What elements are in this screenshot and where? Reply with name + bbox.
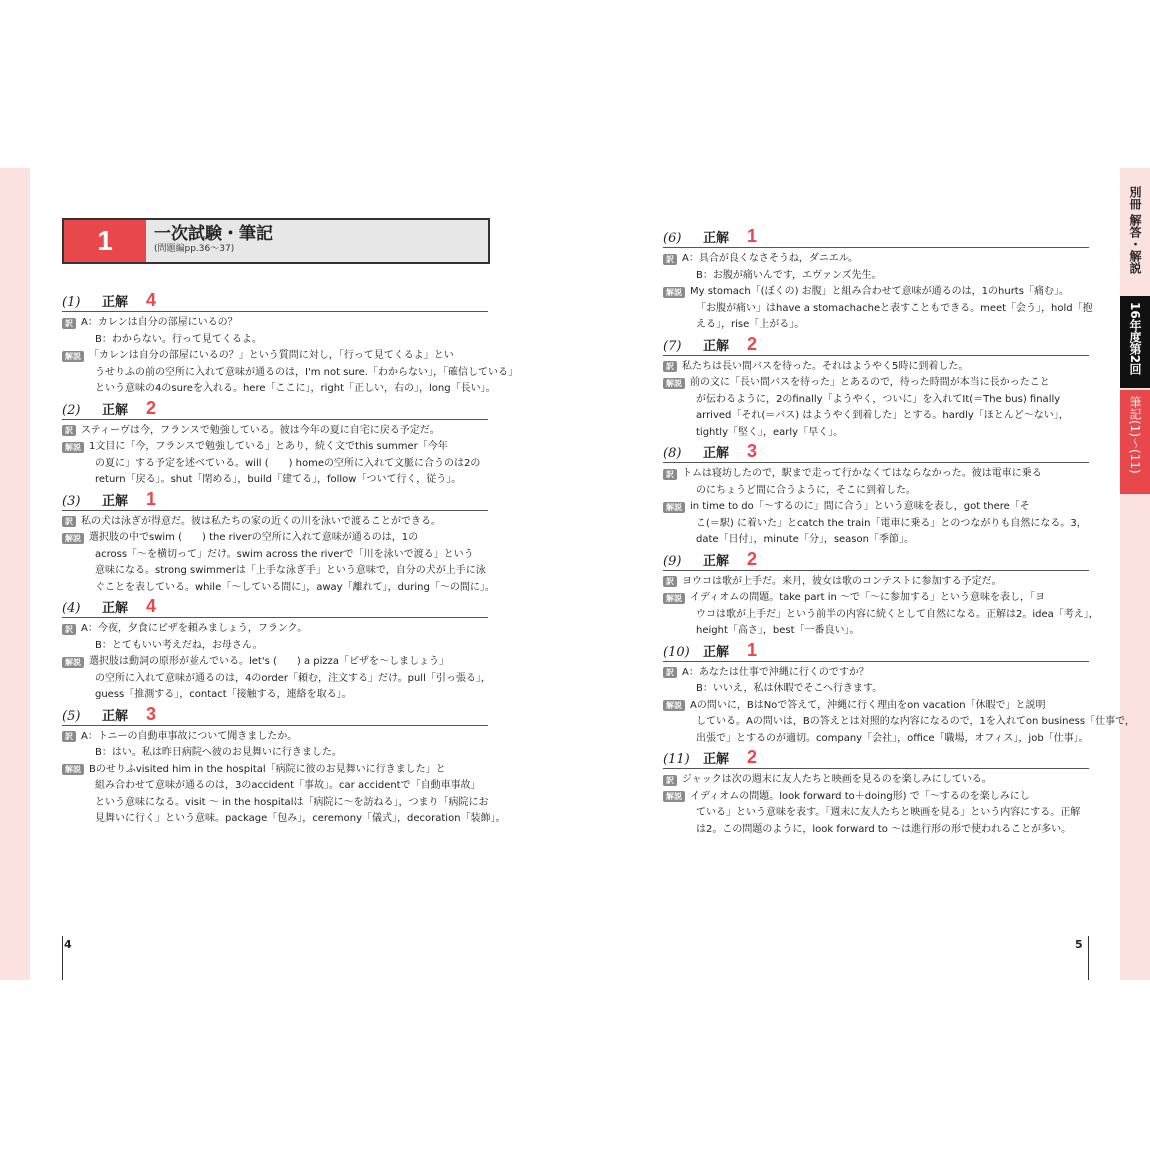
answer-value: 1: [747, 226, 758, 246]
line-text: イディオムの問題。look forward to＋doing形) で「〜するのを楽しみにし: [690, 790, 1030, 802]
text-line: [663, 772, 1089, 789]
text-line: [663, 466, 1089, 483]
answer-value: 4: [146, 596, 157, 616]
text-line: [663, 516, 1089, 533]
question-number: (1): [62, 295, 81, 310]
answer-label: 正解: [703, 752, 730, 767]
question-block: [663, 548, 1099, 640]
text-line: [663, 375, 1089, 392]
text-line: [663, 284, 1089, 301]
line-text: 出張で」とするのが適切。company「会社」，office「職場，オフィス」，job「仕事」。: [696, 732, 1089, 744]
text-line: [663, 590, 1089, 607]
question-number: (6): [663, 231, 682, 246]
answer-value: 2: [747, 747, 758, 767]
text-line: [62, 472, 488, 489]
line-text: guess「推測する」，contact「接触する，連絡を取る」。: [95, 689, 352, 700]
line-text: ている」という意味を表す。「週末に友人たちと映画を見る」という内容にする。正解: [696, 807, 1081, 818]
text-line: [663, 789, 1089, 806]
question-header: [62, 489, 488, 511]
answer-label: 正解: [703, 553, 730, 569]
line-text: arrived「それ(＝バス) はようやく到着した」とする。hardly「ほとんど〜ない」，: [696, 410, 1069, 421]
question-header: [62, 596, 488, 618]
line-text: が伝わるように，2のfinally「ようやく，ついに」を入れてIt(＝The bus) finally: [696, 393, 1061, 405]
text-line: [663, 574, 1089, 591]
left-question-column: [62, 290, 518, 828]
explanation-tag: 解説: [663, 287, 685, 298]
line-text: 組み合わせて意味が通るのは，3のaccident「事故」。car accidentで「自動車事故」: [95, 780, 481, 791]
text-line: [663, 359, 1089, 376]
translation-tag: 訳: [663, 667, 677, 678]
answer-label: 正解: [102, 493, 129, 509]
text-line: [62, 348, 488, 365]
side-tab-section: 筆記(1)〜(11): [1120, 390, 1150, 494]
answer-value: 2: [747, 548, 758, 569]
question-block: [62, 398, 488, 489]
answer-value: 3: [146, 703, 157, 724]
text-line: [663, 392, 1089, 409]
line-text: している。Aの問いは，Bの答えとは対照的な内容になるので，1を入れてon business「仕事で，: [696, 716, 1135, 727]
question-block: [663, 226, 1093, 334]
explanation-tag: 解説: [663, 378, 685, 389]
question-number: (11): [663, 752, 690, 767]
answer-label: 正解: [102, 402, 129, 418]
line-text: の夏に」する予定を述べている。will ( ) homeの空所に入れて文脈に合うのは2の: [95, 457, 481, 469]
text-line: [62, 778, 488, 795]
text-line: [663, 681, 1089, 698]
line-text: 見舞いに行く」という意味。package「包み」，ceremony「儀式」，decoration「装飾」。: [95, 813, 506, 824]
text-line: [62, 423, 488, 440]
line-text: A：カレンは自分の部屋にいるの？: [81, 317, 238, 328]
text-line: [62, 439, 488, 456]
line-text: は2。この問題のように，look forward to 〜は進行形の形で使われることが多い。: [696, 823, 1072, 835]
line-text: B：とてもいい考えだね，お母さん。: [95, 639, 263, 651]
side-tab-exam-year: 16年度第2回: [1120, 296, 1150, 388]
line-text: 私たちは長い間バスを待った。それはようやく5時に到着した。: [682, 360, 969, 372]
line-text: across「〜を横切って」だけ。swim across the riverで「川を泳いで渡る」という: [95, 548, 474, 560]
text-line: [62, 563, 488, 580]
text-line: [663, 698, 1089, 715]
line-text: return「戻る」。shut「閉める」，build「建てる」，follow「ついて行く，従う」。: [95, 474, 462, 485]
question-number: (9): [663, 553, 682, 569]
text-line: [663, 483, 1089, 500]
section-subtitle: (問題編pp.36〜37): [154, 244, 235, 254]
translation-tag: 訳: [663, 775, 677, 786]
answer-value: 4: [146, 290, 157, 310]
text-line: [663, 665, 1089, 682]
text-line: [663, 408, 1089, 425]
page-number-rule: [1088, 936, 1089, 980]
question-number: (3): [62, 493, 81, 509]
text-line: [663, 301, 1093, 318]
text-line: [663, 805, 1089, 822]
line-text: 1文目に「今，フランスで勉強している」とあり，続く文でthis summer「今年: [89, 441, 448, 452]
question-block: [663, 639, 1135, 748]
translation-tag: 訳: [663, 469, 677, 480]
line-text: Bのせりふvisited him in the hospital「病院に彼のお見舞いに行きました」と: [89, 763, 446, 775]
answer-label: 正解: [703, 644, 730, 660]
line-text: という意味の4のsureを入れる。here「ここに」，right「正しい，右の」，long「長い」。: [95, 383, 496, 394]
line-text: A：具合が良くなさそうね，ダニエル。: [682, 253, 859, 264]
question-header: [62, 704, 488, 726]
question-block: [663, 747, 1089, 838]
answer-label: 正解: [703, 338, 730, 354]
answer-label: 正解: [703, 446, 730, 461]
line-text: My stomach「(ぼくの) お腹」と組み合わせて意味が通るのは，1のhurts「痛む」。: [690, 286, 1069, 297]
text-line: [62, 638, 488, 655]
question-header: [663, 549, 1089, 571]
line-text: の空所に入れて意味が通るのは，4のorder「頼む，注文する」だけ。pull「引っ張る」，: [95, 672, 491, 684]
text-line: [62, 687, 488, 704]
line-text: イディオムの問題。take part in 〜で「〜に参加する」という意味を表し，「ヨ: [690, 592, 1045, 603]
question-number: (8): [663, 446, 682, 461]
translation-tag: 訳: [663, 254, 677, 265]
text-line: [62, 580, 495, 597]
text-line: [62, 795, 488, 812]
line-text: B：わからない。行って見てくるよ。: [95, 333, 262, 345]
explanation-tag: 解説: [62, 657, 84, 668]
question-block: [62, 596, 491, 704]
answer-label: 正解: [102, 708, 129, 724]
question-header: [663, 640, 1089, 662]
question-number: (2): [62, 402, 81, 418]
question-block: [663, 334, 1089, 442]
line-text: のにちょうど間に合うように，そこに到着した。: [696, 484, 916, 496]
page-number-rule: [62, 936, 63, 980]
text-line: [62, 365, 518, 382]
explanation-tag: 解説: [62, 351, 84, 362]
text-line: [663, 607, 1099, 624]
text-line: [663, 317, 1089, 334]
line-text: ぐことを表している。while「〜している間に」，away「離れて」，during「〜の間に」。: [95, 581, 495, 593]
answer-value: 1: [747, 639, 758, 660]
line-text: 選択肢は動詞の原形が並んでいる。let's ( ) a pizza「ピザを〜しましょう」: [89, 656, 450, 667]
text-line: [663, 731, 1089, 748]
answer-value: 1: [146, 488, 157, 509]
line-text: height「高さ」，best「一番良い」。: [696, 625, 860, 636]
line-text: B：いいえ，私は休暇でそこへ行きます。: [696, 683, 883, 694]
line-text: 前の文に「長い間バスを待った」とあるので，待った時間が本当に長かったこと: [690, 377, 1050, 388]
section-title: 一次試験・筆記: [154, 224, 273, 244]
section-header: [62, 218, 490, 264]
question-number: (5): [62, 708, 81, 724]
explanation-tag: 解説: [62, 442, 84, 453]
line-text: A：トニーの自動車事故について聞きましたか。: [81, 730, 298, 742]
question-block: [62, 290, 518, 398]
question-block: [62, 488, 495, 597]
explanation-tag: 解説: [62, 533, 84, 544]
question-header: [663, 334, 1089, 356]
text-line: [663, 268, 1089, 285]
question-header: [663, 226, 1089, 248]
line-text: 「お腹が痛い」はhave a stomachacheと表すこともできる。meet「会う」，hold「抱: [696, 302, 1093, 314]
line-text: こ(＝駅) に着いた」とcatch the train「電車に乗る」とのつながりも自然になる。3，: [696, 517, 1087, 529]
line-text: tightly「堅く」，early「早く」。: [696, 426, 844, 438]
line-text: A：今夜，夕食にピザを頼みましょう，フランク。: [81, 623, 308, 634]
text-line: [62, 621, 488, 638]
text-line: [62, 381, 496, 398]
line-text: date「日付」，minute「分」，season「季節」。: [696, 534, 914, 545]
text-line: [663, 822, 1089, 839]
line-text: 「カレンは自分の部屋にいるの？」という質問に対し，「行って見てくるよ」とい: [89, 350, 454, 361]
line-text: Aの問いに，BはNoで答えて，沖縄に行く理由をon vacation「休暇で」と説明: [690, 699, 1046, 711]
text-line: [663, 425, 1089, 442]
translation-tag: 訳: [62, 624, 76, 635]
line-text: ヨウコは歌が上手だ。来月，彼女は歌のコンテストに参加する予定だ。: [682, 575, 1002, 587]
answer-label: 正解: [102, 601, 129, 616]
left-margin-band: [0, 168, 30, 980]
answer-value: 3: [747, 441, 758, 461]
explanation-tag: 解説: [62, 764, 84, 775]
text-line: [62, 762, 488, 779]
question-block: [663, 441, 1089, 549]
left-page: [30, 168, 575, 980]
line-text: B：お腹が痛いんです，エヴァンズ先生。: [696, 269, 882, 281]
answer-value: 2: [747, 333, 758, 354]
translation-tag: 訳: [62, 516, 76, 527]
answer-label: 正解: [703, 231, 730, 246]
line-text: トムは寝坊したので，駅まで走って行かなくてはならなかった。彼は電車に乗る: [682, 468, 1042, 479]
question-number: (4): [62, 601, 81, 616]
explanation-tag: 解説: [663, 593, 685, 604]
text-line: [663, 499, 1089, 516]
text-line: [62, 729, 488, 746]
line-text: in time to do「〜するのに」間に合う」という意味を表し，got there「そ: [690, 501, 1030, 512]
text-line: [62, 547, 488, 564]
text-line: [62, 514, 488, 531]
question-header: [663, 441, 1089, 463]
text-line: [663, 623, 1089, 640]
line-text: スティーヴは今，フランスで勉強している。彼は今年の夏に自宅に戻る予定だ。: [81, 424, 440, 436]
line-text: ジャックは次の週末に友人たちと映画を見るのを楽しみにしている。: [682, 774, 992, 785]
line-text: 意味になる。strong swimmerは「上手な泳ぎ手」という意味で，自分の犬が上手に泳: [95, 565, 486, 576]
section-number: 1: [64, 220, 146, 262]
question-header: [62, 398, 488, 420]
line-text: える」，rise「上がる」。: [696, 319, 805, 330]
answer-value: 2: [146, 397, 157, 418]
text-line: [62, 745, 488, 762]
line-text: 選択肢の中でswim ( ) the riverの空所に入れて意味が通るのは，1の: [89, 532, 419, 543]
question-number: (10): [663, 644, 690, 660]
explanation-tag: 解説: [663, 502, 685, 513]
line-text: A：あなたは仕事で沖縄に行くのですか？: [682, 666, 869, 678]
explanation-tag: 解説: [663, 700, 685, 711]
translation-tag: 訳: [62, 425, 76, 436]
text-line: [62, 332, 488, 349]
page-number-right: 5: [1075, 938, 1083, 951]
translation-tag: 訳: [62, 318, 76, 329]
translation-tag: 訳: [62, 731, 76, 742]
translation-tag: 訳: [663, 361, 677, 372]
line-text: 私の犬は泳ぎが得意だ。彼は私たちの家の近くの川を泳いで渡ることができる。: [81, 515, 441, 527]
line-text: という意味になる。visit 〜 in the hospitalは「病院に〜を訪ねる」，つまり「病院にお: [95, 796, 489, 808]
line-text: うせりふの前の空所に入れて意味が通るのは，I'm not sure.「わからない」，「確信している」: [95, 366, 518, 378]
text-line: [62, 671, 491, 688]
text-line: [663, 532, 1089, 549]
line-text: ウコは歌が上手だ」という前半の内容に続くとして自然になる。正解は2。idea「考え」，: [696, 608, 1099, 620]
text-line: [62, 654, 488, 671]
translation-tag: 訳: [663, 576, 677, 587]
line-text: B：はい。私は昨日病院へ彼のお見舞いに行きました。: [95, 747, 342, 758]
side-tab-book-title: 別冊 解答・解説: [1128, 186, 1142, 275]
text-line: [663, 714, 1135, 731]
answer-label: 正解: [102, 295, 129, 310]
text-line: [62, 456, 488, 473]
question-header: [663, 747, 1089, 769]
text-line: [62, 530, 488, 547]
question-header: [62, 290, 488, 312]
page-number-left: 4: [64, 938, 72, 951]
text-line: [663, 251, 1089, 268]
question-number: (7): [663, 338, 682, 354]
text-line: [62, 315, 488, 332]
question-block: [62, 703, 506, 828]
explanation-tag: 解説: [663, 791, 685, 802]
text-line: [62, 811, 506, 828]
